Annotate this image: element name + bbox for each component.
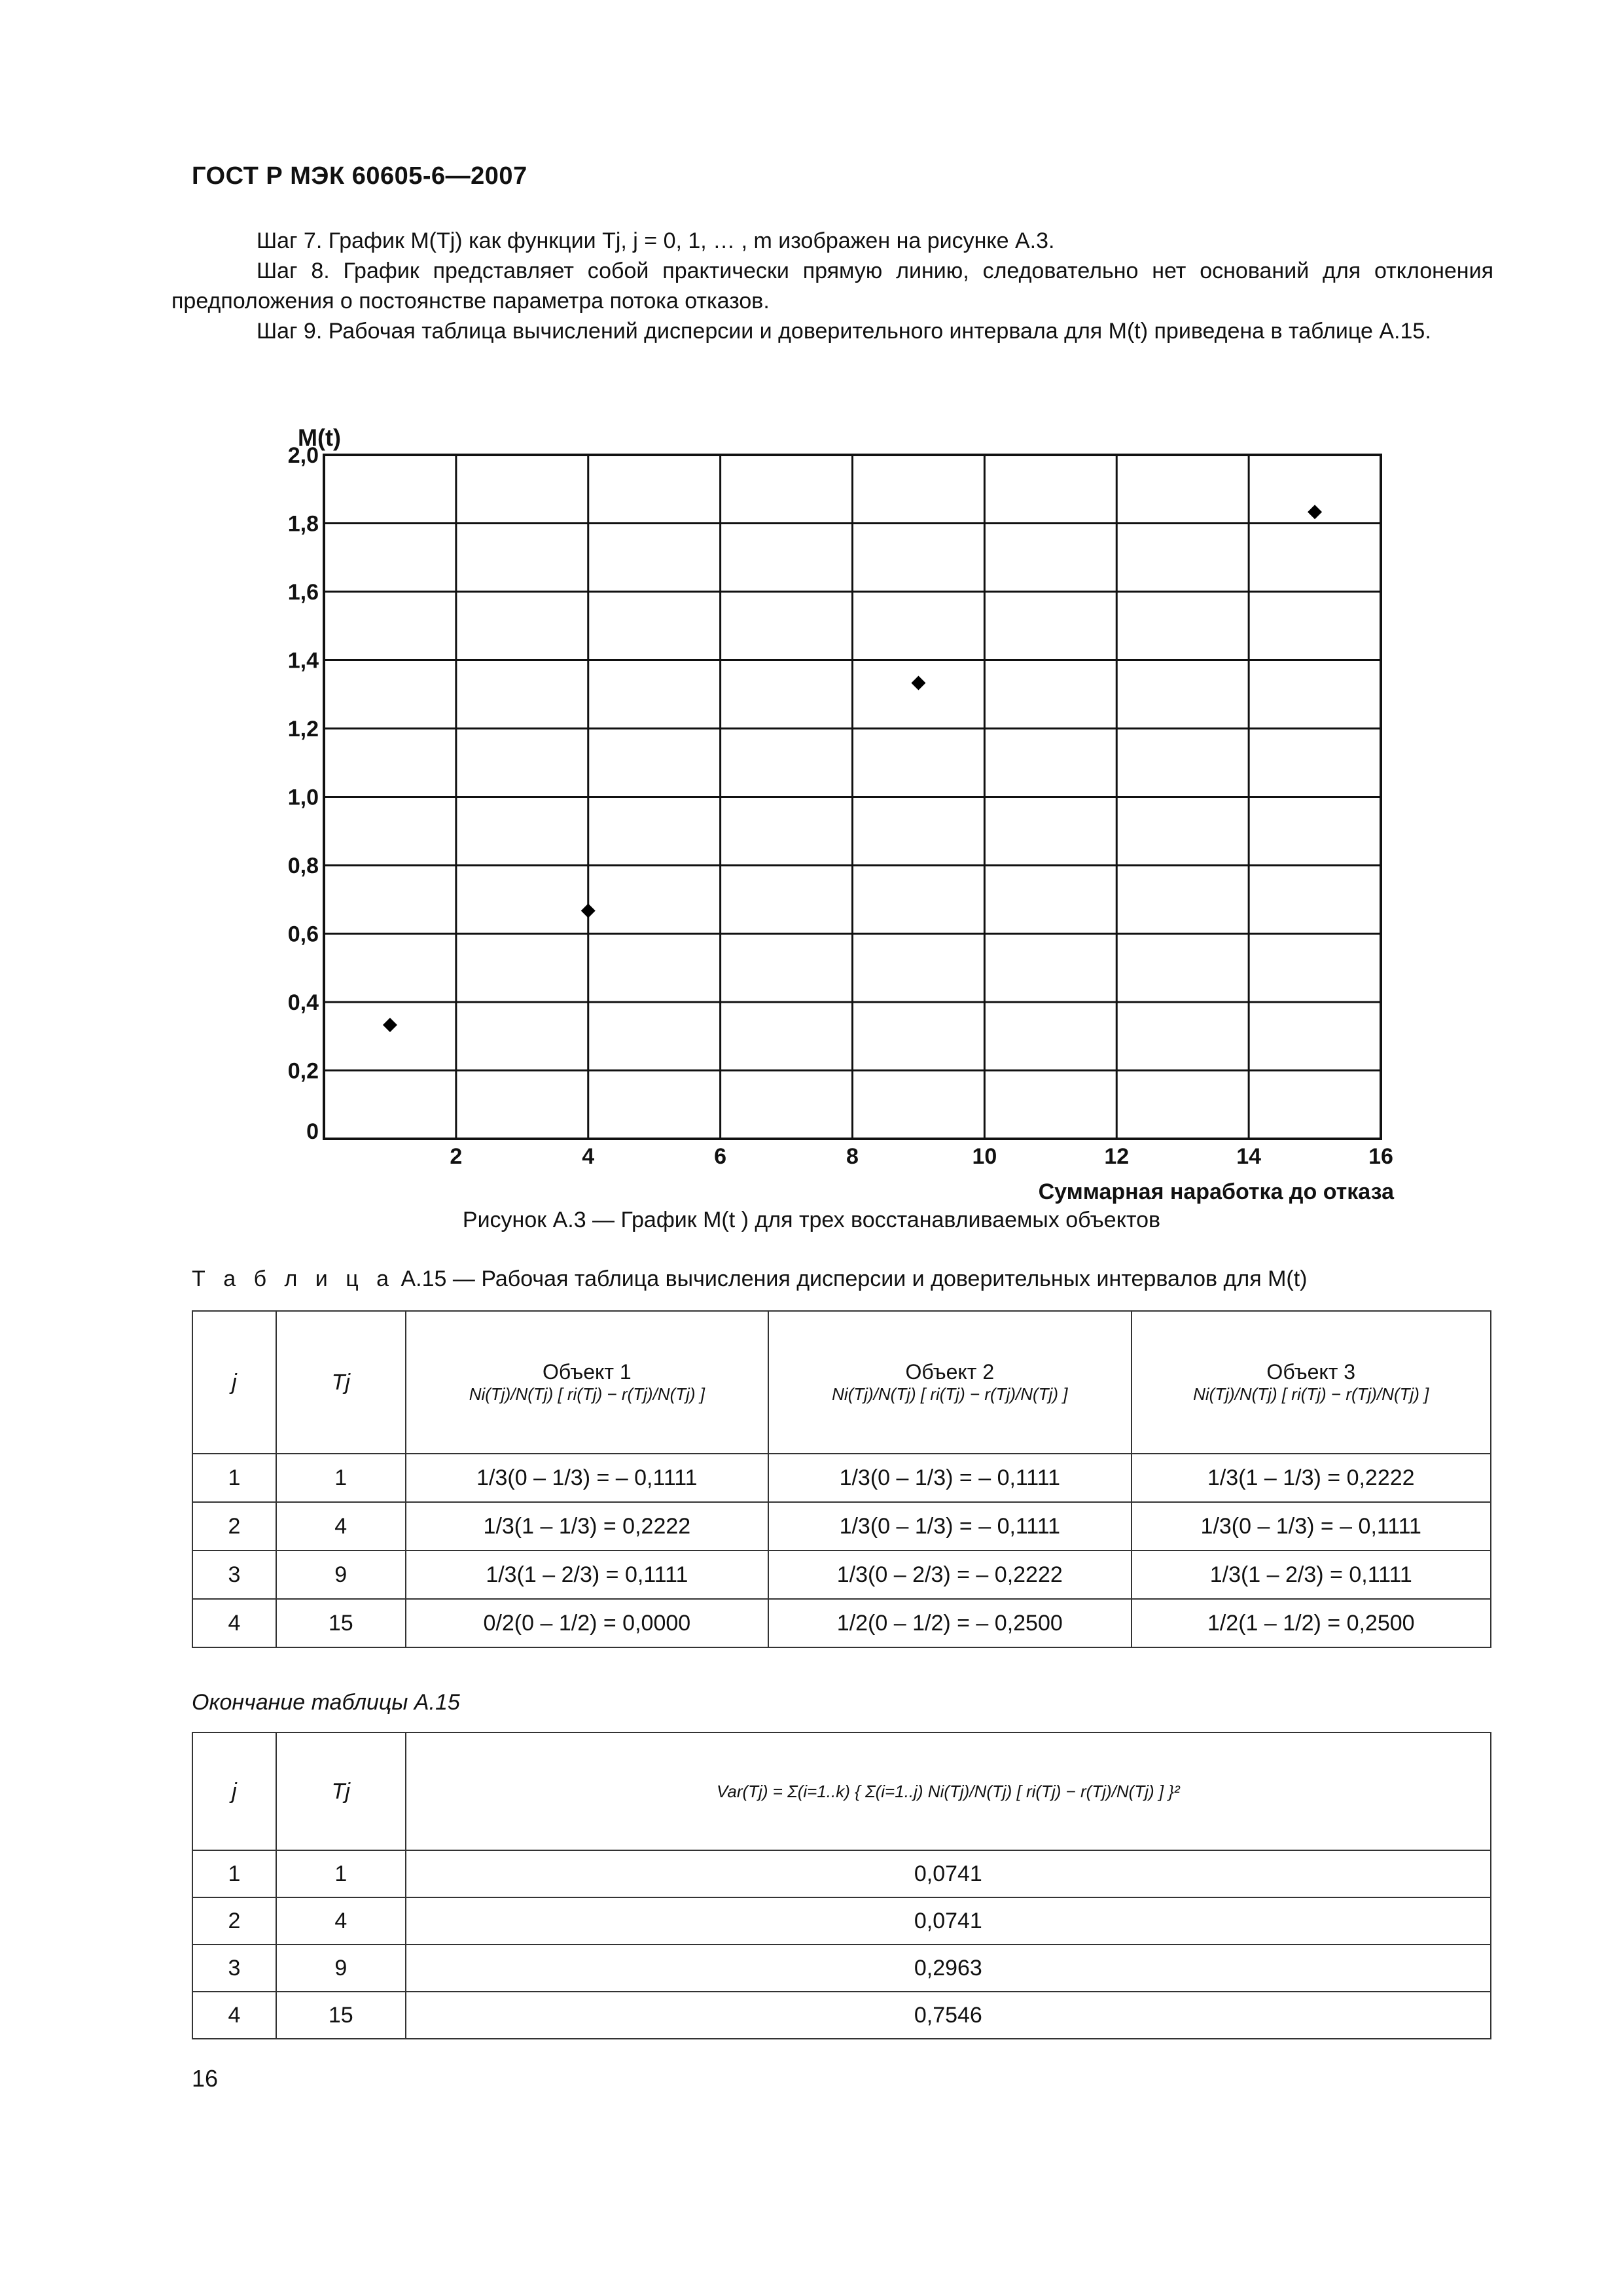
cell-object-1: 1/3(0 – 1/3) = – 0,1111 (406, 1454, 768, 1502)
data-point (581, 903, 596, 918)
x-tick-label: 10 (972, 1144, 997, 1169)
table-a15-end (192, 1732, 1491, 2039)
table-header-row (192, 1311, 1491, 1454)
cell-object-3: 1/3(1 – 1/3) = 0,2222 (1132, 1454, 1491, 1502)
cell-j: 3 (192, 1551, 276, 1599)
figure-a3-chart (275, 412, 1440, 1204)
x-axis-label: Суммарная наработка до отказа (1038, 1179, 1394, 1204)
object-1-formula: Ni(Tj)/N(Tj) [ ri(Tj) − r(Tj)/N(Tj) ] (469, 1384, 705, 1404)
header-object-3 (1132, 1311, 1491, 1454)
cell-object-2: 1/2(0 – 1/2) = – 0,2500 (768, 1599, 1131, 1647)
y-tick-label: 0,6 (287, 922, 319, 947)
y-tick-label: 0 (306, 1119, 319, 1144)
header-t: Tj (276, 1311, 406, 1454)
x-tick-label: 2 (450, 1144, 463, 1169)
y-tick-label: 1,6 (287, 580, 319, 605)
y-tick-label: 2,0 (287, 443, 319, 468)
table-label: Т а б л и ц а (192, 1266, 395, 1291)
y-tick-label: 1,0 (287, 785, 319, 810)
table-row (192, 1454, 1491, 1502)
y-tick-label: 1,8 (287, 511, 319, 537)
table-row (192, 1502, 1491, 1551)
cell-object-1: 1/3(1 – 1/3) = 0,2222 (406, 1502, 768, 1551)
y-axis-label: M(t) (298, 424, 341, 451)
header-object-2 (768, 1311, 1131, 1454)
cell-object-3: 1/3(1 – 2/3) = 0,1111 (1132, 1551, 1491, 1599)
table-title-text: А.15 — Рабочая таблица вычисления дисперсии и доверительных интервалов для M(t) (401, 1266, 1308, 1291)
x-tick-label: 12 (1104, 1144, 1130, 1169)
x-tick-label: 6 (714, 1144, 727, 1169)
data-point (1308, 505, 1322, 519)
cell-t: 15 (276, 1599, 406, 1647)
step-7-text: Шаг 7. График M(Tj) как функции Tj, j = 0, 1, … , m изображен на рисунке А.3. (257, 228, 1055, 253)
cell-t: 9 (276, 1945, 406, 1992)
y-tick-label: 1,2 (287, 717, 319, 742)
header-j: j (192, 1732, 276, 1850)
y-tick-label: 0,4 (287, 990, 319, 1015)
x-tick-label: 16 (1368, 1144, 1393, 1169)
table-a15 (192, 1310, 1491, 1648)
cell-var: 0,0741 (406, 1897, 1491, 1945)
cell-var: 0,0741 (406, 1850, 1491, 1897)
cell-object-2: 1/3(0 – 2/3) = – 0,2222 (768, 1551, 1131, 1599)
table-header-row (192, 1732, 1491, 1850)
header-j: j (192, 1311, 276, 1454)
object-1-label: Объект 1 (543, 1360, 632, 1384)
object-2-formula: Ni(Tj)/N(Tj) [ ri(Tj) − r(Tj)/N(Tj) ] (832, 1384, 1068, 1404)
cell-t: 1 (276, 1454, 406, 1502)
cell-j: 1 (192, 1850, 276, 1897)
table-row (192, 1897, 1491, 1945)
cell-var: 0,2963 (406, 1945, 1491, 1992)
header-t: Tj (276, 1732, 406, 1850)
cell-object-1: 1/3(1 – 2/3) = 0,1111 (406, 1551, 768, 1599)
table-row (192, 1945, 1491, 1992)
cell-object-3: 1/3(0 – 1/3) = – 0,1111 (1132, 1502, 1491, 1551)
cell-t: 4 (276, 1502, 406, 1551)
cell-object-1: 0/2(0 – 1/2) = 0,0000 (406, 1599, 768, 1647)
x-tick-label: 14 (1236, 1144, 1262, 1169)
cell-t: 4 (276, 1897, 406, 1945)
y-tick-label: 1,4 (287, 648, 319, 673)
document-header: ГОСТ Р МЭК 60605-6—2007 (192, 162, 527, 190)
object-3-formula: Ni(Tj)/N(Tj) [ ri(Tj) − r(Tj)/N(Tj) ] (1193, 1384, 1429, 1404)
table-row (192, 1992, 1491, 2039)
table-a15-title (192, 1266, 1308, 1292)
cell-j: 1 (192, 1454, 276, 1502)
cell-j: 4 (192, 1599, 276, 1647)
chart-svg (275, 412, 1440, 1204)
header-var-formula: Var(Tj) = Σ(i=1..k) { Σ(i=1..j) Ni(Tj)/N(Tj) [ ri(Tj) − r(Tj)/N(Tj) ] }² (406, 1732, 1491, 1850)
x-tick-label: 4 (582, 1144, 595, 1169)
step-paragraphs (171, 226, 1493, 346)
cell-t: 1 (276, 1850, 406, 1897)
cell-j: 4 (192, 1992, 276, 2039)
table-continuation-title: Окончание таблицы А.15 (192, 1690, 460, 1715)
cell-object-2: 1/3(0 – 1/3) = – 0,1111 (768, 1502, 1131, 1551)
cell-t: 15 (276, 1992, 406, 2039)
x-tick-label: 8 (846, 1144, 859, 1169)
cell-var: 0,7546 (406, 1992, 1491, 2039)
data-point (911, 676, 925, 691)
cell-object-2: 1/3(0 – 1/3) = – 0,1111 (768, 1454, 1131, 1502)
data-point (383, 1018, 397, 1032)
figure-caption: Рисунок А.3 — График M(t ) для трех восстанавливаемых объектов (462, 1208, 1161, 1232)
page-number: 16 (192, 2065, 219, 2092)
object-3-label: Объект 3 (1266, 1360, 1356, 1384)
cell-t: 9 (276, 1551, 406, 1599)
header-object-1 (406, 1311, 768, 1454)
step-9-text: Шаг 9. Рабочая таблица вычислений дисперсии и доверительного интервала для M(t) приведена в таблице А.15. (257, 319, 1431, 344)
cell-j: 3 (192, 1945, 276, 1992)
object-2-label: Объект 2 (905, 1360, 995, 1384)
cell-object-3: 1/2(1 – 1/2) = 0,2500 (1132, 1599, 1491, 1647)
table-row (192, 1551, 1491, 1599)
y-tick-label: 0,2 (287, 1058, 319, 1084)
step-8-text: Шаг 8. График представляет собой практически прямую линию, следовательно нет оснований для отклонения предположения о постоянстве параметра потока отказов. (171, 259, 1493, 314)
y-tick-label: 0,8 (287, 853, 319, 878)
table-row (192, 1599, 1491, 1647)
cell-j: 2 (192, 1897, 276, 1945)
cell-j: 2 (192, 1502, 276, 1551)
table-row (192, 1850, 1491, 1897)
